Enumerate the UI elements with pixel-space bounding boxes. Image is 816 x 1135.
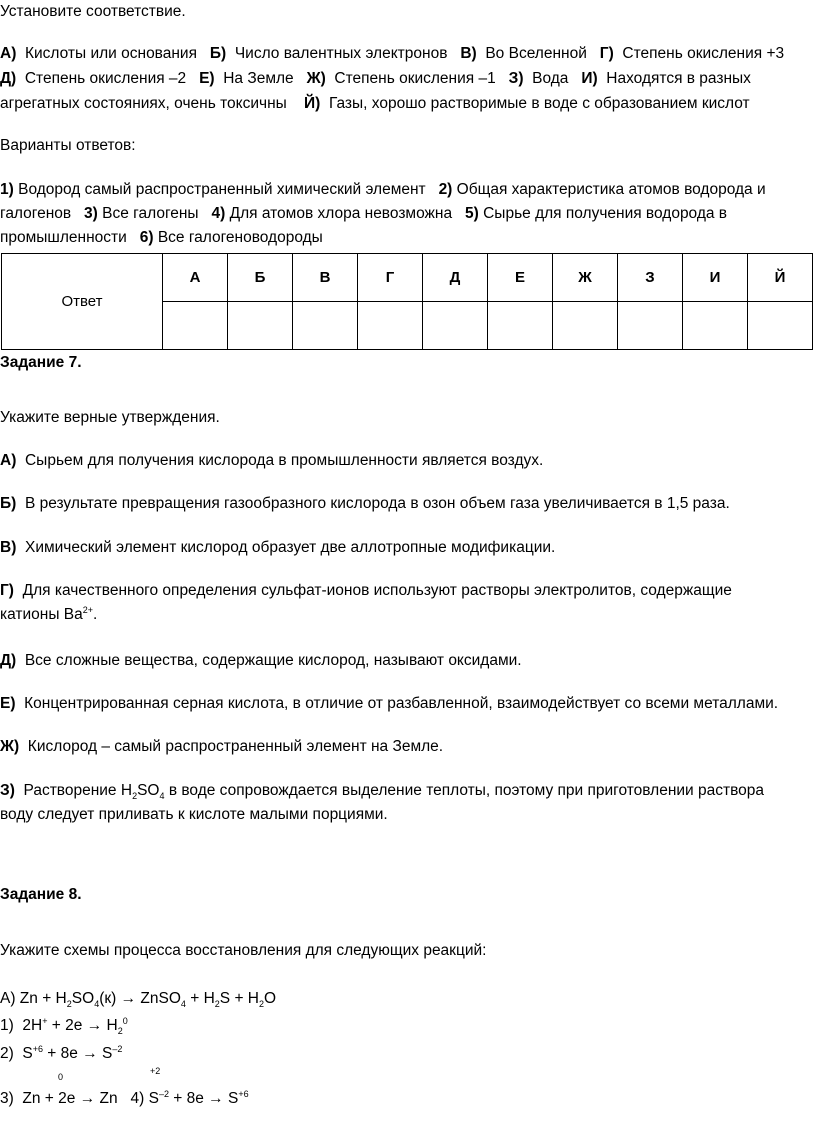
task8-title: Задание 8. xyxy=(0,886,82,903)
answer-col-header: А xyxy=(163,254,228,302)
task6-items-line3: агрегатных состояниях, очень токсичны Й) Газы, хорошо растворимые в воде с образованием кислот xyxy=(0,95,750,112)
reduction-option-2: 2) $S^{+6} + 8e \to S^{-2}$ xyxy=(0,1043,123,1062)
task6-heading: Установите соответствие. xyxy=(0,3,186,20)
task6-options-line2: галогенов 3) Все галогены 4) Для атомов хлора невозможна 5) Сырье для получения водорода в xyxy=(0,205,728,222)
answer-cell[interactable] xyxy=(228,302,293,350)
answer-cell[interactable] xyxy=(553,302,618,350)
task6-options-line3: промышленности 6) Все галогеноводороды xyxy=(0,229,323,246)
reaction-equation: А) $Zn + H_2SO_4(к)$ → ZnSO$_4$ + $H_2S + H_2O$ xyxy=(0,990,277,1010)
answer-col-header: Б xyxy=(228,254,293,302)
answer-col-header: В xyxy=(293,254,358,302)
reduction-options-3-4: 3) Zn + 2e → Zn 4) $S^{-2} + 8e \to S^{+6}$ xyxy=(0,1088,249,1107)
answer-col-header: Й xyxy=(748,254,813,302)
answer-cell[interactable] xyxy=(293,302,358,350)
task6-items-line2: Д) Степень окисления –2 Е) На Земле Ж) Степень окисления –1 З) Вода И) Находятся в разных xyxy=(0,70,751,87)
task6-options-line1: 1) Водород самый распространенный химический элемент 2) Общая характеристика атомов водорода и xyxy=(0,181,766,198)
answer-cell[interactable] xyxy=(163,302,228,350)
task6-options-heading: Варианты ответов: xyxy=(0,137,136,154)
task6-items-line1: А) Кислоты или основания Б) Число валентных электронов В) Во Вселенной Г) Степень окисления +3 xyxy=(0,45,785,62)
answer-cell[interactable] xyxy=(618,302,683,350)
task7-statement: Е) Концентрированная серная кислота, в отличие от разбавленной, взаимодействует со всеми металлами. xyxy=(0,695,779,712)
task7-statement: В) Химический элемент кислород образует две аллотропные модификации. xyxy=(0,539,556,556)
answer-cell[interactable] xyxy=(488,302,553,350)
task7-statement: Д) Все сложные вещества, содержащие кислород, называют оксидами. xyxy=(0,652,522,669)
task7-statement-cont: воду следует приливать к кислоте малыми порциями. xyxy=(0,806,388,823)
answer-table xyxy=(1,253,813,350)
task7-statement: Ж) Кислород – самый распространенный элемент на Земле. xyxy=(0,738,444,755)
oxidation-mark: +2 xyxy=(150,1066,161,1076)
task8-instruction: Укажите схемы процесса восстановления для следующих реакций: xyxy=(0,942,487,959)
task7-statement-cont: катионы $Ba^{2+}$. xyxy=(0,604,98,623)
task7-statement: Г) Для качественного определения сульфат-ионов используют растворы электролитов, содержащие xyxy=(0,582,732,599)
answer-col-header: Г xyxy=(358,254,423,302)
answer-cell[interactable] xyxy=(748,302,813,350)
answer-col-header: Е xyxy=(488,254,553,302)
answer-row-label: Ответ xyxy=(2,254,163,350)
answer-cell[interactable] xyxy=(358,302,423,350)
answer-col-header: Д xyxy=(423,254,488,302)
reduction-option-1: 1) $2H^+ + 2e \to H_2^0$ xyxy=(0,1015,128,1037)
answer-col-header: Ж xyxy=(553,254,618,302)
task7-statement: А) Сырьем для получения кислорода в промышленности является воздух. xyxy=(0,452,544,469)
answer-col-header: И xyxy=(683,254,748,302)
task7-statement: Б) В результате превращения газообразного кислорода в озон объем газа увеличивается в 1,5 раза. xyxy=(0,495,730,512)
oxidation-mark: 0 xyxy=(58,1072,64,1082)
answer-cell[interactable] xyxy=(423,302,488,350)
task7-statement: З) Растворение $H_2SO_4$ в воде сопровождается выделение теплоты, поэтому при приготовлении раствора xyxy=(0,782,765,802)
task7-instruction: Укажите верные утверждения. xyxy=(0,409,220,426)
task7-title: Задание 7. xyxy=(0,354,82,371)
answer-col-header: З xyxy=(618,254,683,302)
answer-cell[interactable] xyxy=(683,302,748,350)
